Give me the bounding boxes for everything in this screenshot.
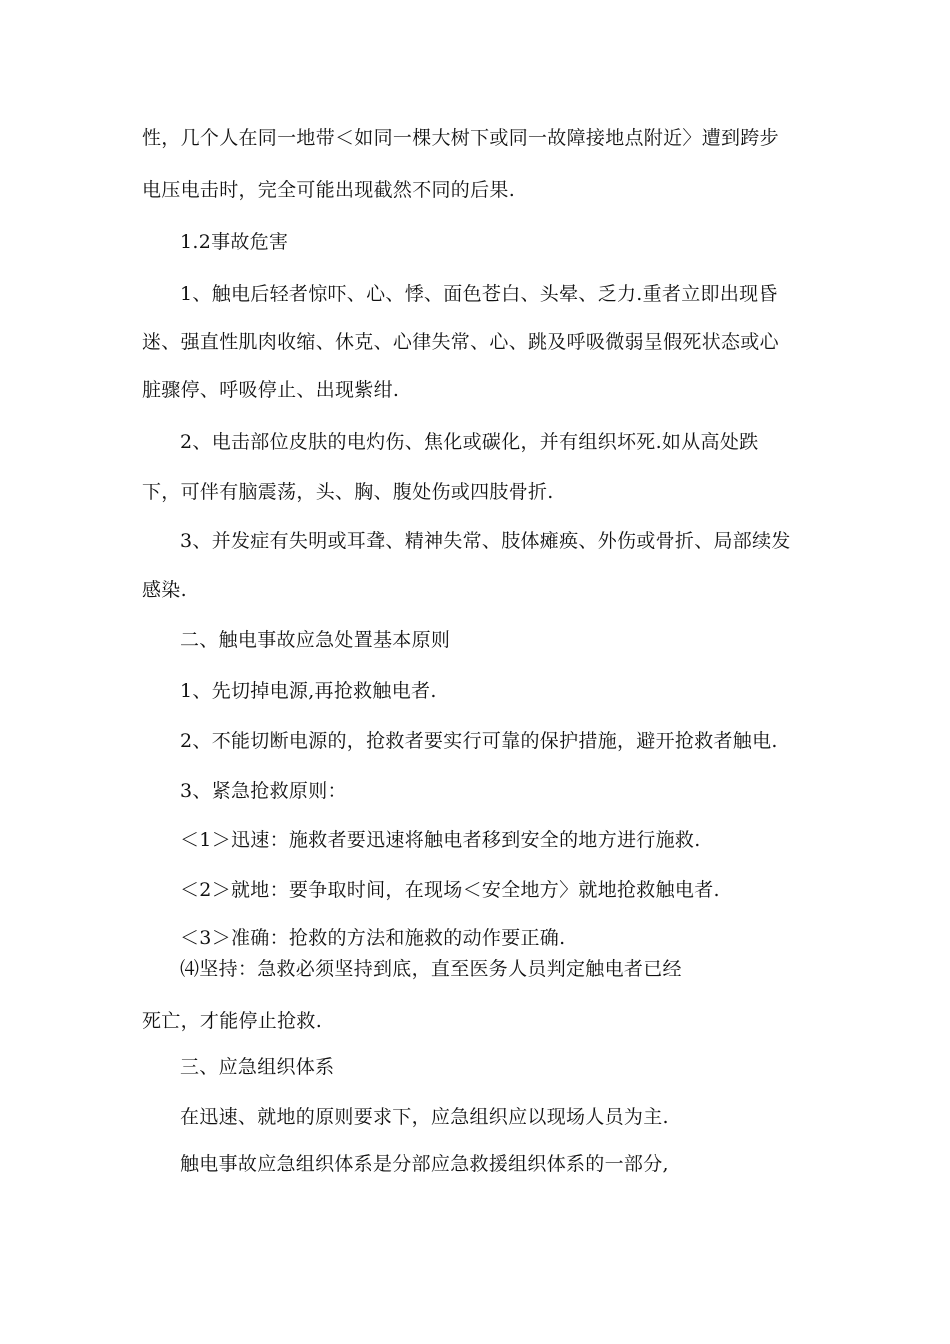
section-heading: 三、应急组织体系 <box>180 1056 335 1078</box>
text-line: 感染. <box>142 579 187 601</box>
text-line: 迷、强直性肌肉收缩、休克、心律失常、心、跳及呼吸微弱呈假死状态或心 <box>142 331 779 353</box>
text-line: 性，几个人在同一地带＜如同一棵大树下或同一故障接地点附近〉遭到跨步 <box>142 127 779 149</box>
text-line: 触电事故应急组织体系是分部应急救援组织体系的一部分, <box>180 1153 669 1175</box>
text-line: 2、不能切断电源的，抢救者要实行可靠的保护措施，避开抢救者触电. <box>180 730 778 752</box>
text-line: ＜3＞准确：抢救的方法和施救的动作要正确. <box>180 927 566 949</box>
text-line: 3、紧急抢救原则： <box>180 780 347 802</box>
section-heading: 1.2事故危害 <box>180 231 289 253</box>
text-line: ＜1＞迅速：施救者要迅速将触电者移到安全的地方进行施救. <box>180 829 701 851</box>
text-line: 死亡，才能停止抢救. <box>142 1010 323 1032</box>
text-line: 3、并发症有失明或耳聋、精神失常、肢体瘫痪、外伤或骨折、局部续发 <box>180 530 791 552</box>
text-line: ＜2＞就地：要争取时间，在现场＜安全地方〉就地抢救触电者. <box>180 879 720 901</box>
text-line: 脏骤停、呼吸停止、出现紫绀. <box>142 379 400 401</box>
text-line: 电压电击时，完全可能出现截然不同的后果. <box>142 179 516 201</box>
text-line: 下，可伴有脑震荡，头、胸、腹处伤或四肢骨折. <box>142 481 554 503</box>
text-line: ⑷坚持：急救必须坚持到底，直至医务人员判定触电者已经 <box>180 958 682 980</box>
text-line: 在迅速、就地的原则要求下，应急组织应以现场人员为主. <box>180 1106 669 1128</box>
section-heading: 二、触电事故应急处置基本原则 <box>180 629 451 651</box>
text-line: 2、电击部位皮肤的电灼伤、焦化或碳化，并有组织坏死.如从高处跌 <box>180 431 759 453</box>
text-line: 1、先切掉电源,再抢救触电者. <box>180 680 437 702</box>
text-line: 1、触电后轻者惊吓、心、悸、面色苍白、头晕、乏力.重者立即出现昏 <box>180 283 778 305</box>
